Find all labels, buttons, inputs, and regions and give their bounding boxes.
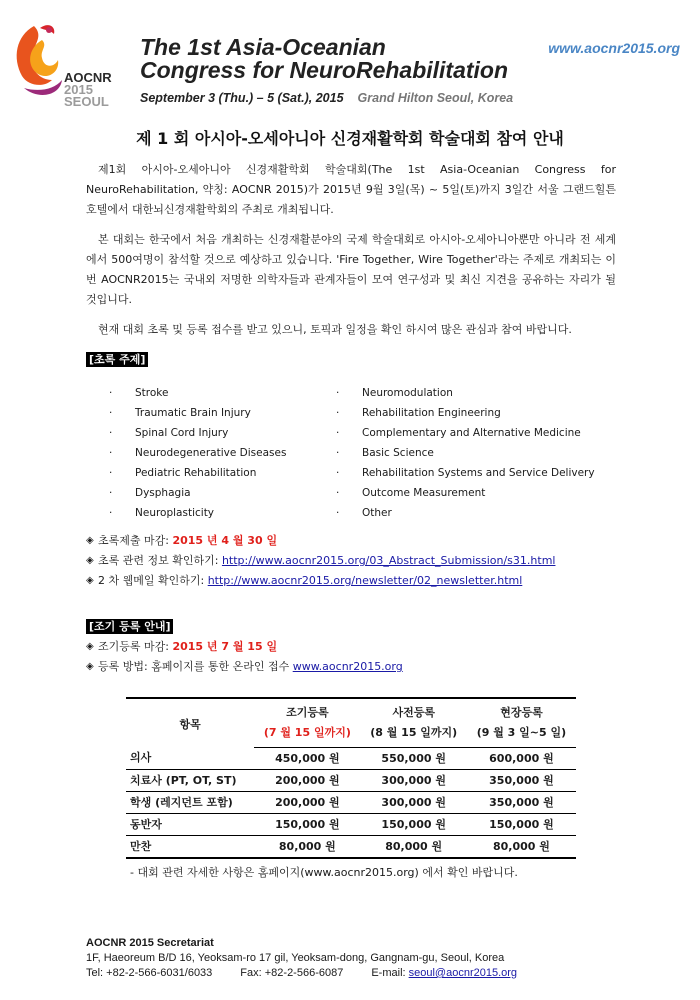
registration-section <box>86 617 616 883</box>
registration-notes <box>86 637 616 677</box>
topic-item: · Complementary and Alternative Medicine <box>336 427 581 439</box>
abstract-section-tag: [초록 주제] <box>86 352 148 367</box>
registration-deadline-date: 2015 년 7 월 15 일 <box>172 640 278 653</box>
footer-title: AOCNR 2015 Secretariat <box>86 937 214 949</box>
topic-item: · Dysphagia <box>109 487 191 499</box>
topic-list <box>86 383 616 523</box>
table-row: 만찬 80,000 원 80,000 원 80,000 원 <box>126 836 576 859</box>
intro-paragraph-3: 현재 대회 초록 및 등록 접수를 받고 있으니, 토픽과 일정을 확인 하시여 많은 관심과 참여 바랍니다. <box>98 323 572 336</box>
table-row: 의사 450,000 원 550,000 원 600,000 원 <box>126 748 576 770</box>
diamond-bullet-icon: ◈ <box>86 535 94 546</box>
topic-item: · Neuroplasticity <box>109 507 215 519</box>
footer-contacts <box>86 966 517 981</box>
column-header-item: 항목 <box>126 698 254 748</box>
registration-fee-table <box>126 697 576 859</box>
column-header-advance: 사전등록 <box>361 698 467 723</box>
diamond-bullet-icon: ◈ <box>86 641 94 652</box>
abstract-info: ◈ 초록 관련 정보 확인하기: http://www.aocnr2015.org/03_Abstract_Submission/s31.html <box>86 551 616 571</box>
column-header-onsite: 현장등록 <box>467 698 576 723</box>
abstract-info-link[interactable]: http://www.aocnr2015.org/03_Abstract_Submission/s31.html <box>221 554 556 567</box>
logo-text <box>64 72 112 108</box>
abstract-notes <box>86 531 616 591</box>
topic-item: · Other <box>336 507 392 519</box>
topic-column-right <box>313 383 595 523</box>
diamond-bullet-icon: ◈ <box>86 661 94 672</box>
footer-email-label: E-mail: <box>371 967 409 979</box>
intro-paragraph-1: 제1회 아시아-오세아니아 신경재활학회 학술대회(The 1st Asia-Oceanian Congress for NeuroRehabilitation, 약칭: AOCNR 2015)가 2015년 9월 3일(목) ~ 5일(토)까지 3일간 서울 그랜드힐튼호텔에서 대한뇌신경재활학회의 주최로 개최됩니다. <box>86 163 616 216</box>
diamond-bullet-icon: ◈ <box>86 575 94 586</box>
registration-method: ◈ 등록 방법: 홈페이지를 통한 온라인 접수 www.aocnr2015.org <box>86 657 616 677</box>
registration-deadline: ◈ 조기등록 마감: 2015 년 7 월 15 일 <box>86 637 616 657</box>
abstract-section <box>86 350 616 591</box>
footer-email-link[interactable]: seoul@aocnr2015.org <box>408 967 518 979</box>
topic-item: · Stroke <box>109 387 169 399</box>
congress-title-line-1: The 1st Asia-Oceanian <box>140 34 386 60</box>
column-note-advance: (8 월 15 일까지) <box>361 723 467 748</box>
congress-date-venue <box>140 91 513 105</box>
topic-item: · Neurodegenerative Diseases <box>109 447 287 459</box>
topic-column-left <box>86 383 313 523</box>
logo-line-2: 2015 <box>64 82 93 97</box>
topic-item: · Pediatric Rehabilitation <box>109 467 257 479</box>
page-title: 제 1 회 아시아-오세아니아 신경재활학회 학술대회 참여 안내 <box>136 129 564 148</box>
table-footnote: - 대회 관련 자세한 사항은 홈페이지(www.aocnr2015.org) 에서 확인 바랍니다. <box>130 866 518 879</box>
header-website[interactable]: www.aocnr2015.org <box>548 40 680 56</box>
logo-line-3: SEOUL <box>64 94 109 109</box>
footer-address: 1F, Haeoreum B/D 16, Yeoksam-ro 17 gil, Yeoksam-dong, Gangnam-gu, Seoul, Korea <box>86 952 505 964</box>
table-row: 치료사 (PT, OT, ST) 200,000 원 300,000 원 350,000 원 <box>126 770 576 792</box>
topic-item: · Basic Science <box>336 447 434 459</box>
abstract-deadline-date: 2015 년 4 월 30 일 <box>172 534 278 547</box>
aocnr-logo <box>4 18 122 109</box>
congress-title <box>140 36 508 82</box>
column-note-onsite: (9 월 3 일~5 일) <box>467 723 576 748</box>
registration-link[interactable]: www.aocnr2015.org <box>292 660 403 673</box>
main-content <box>86 160 616 883</box>
topic-item: · Neuromodulation <box>336 387 453 399</box>
congress-title-line-2: Congress for NeuroRehabilitation <box>140 57 509 83</box>
topic-item: · Traumatic Brain Injury <box>109 407 251 419</box>
intro-paragraph-2: 본 대회는 한국에서 처음 개최하는 신경재활분야의 국제 학술대회로 아시아-오세아니아뿐만 아니라 전 세계에서 500여명이 참석할 것으로 예상하고 있습니다. 'Fire Together, Wire Together'라는 주제로 개최되는 이번 AOCNR2015는 국내외 저명한 의학자들과 관계자들이 모여 연구성과 및 최신 지견을 공유하는 자리가 될 것입니다. <box>86 233 616 306</box>
table-row: 학생 (레지던트 포함) 200,000 원 300,000 원 350,000 원 <box>126 792 576 814</box>
column-header-early: 조기등록 <box>254 698 360 723</box>
footer-fax: Fax: +82-2-566-6087 <box>240 967 344 979</box>
congress-header <box>0 0 700 112</box>
newsletter-link[interactable]: http://www.aocnr2015.org/newsletter/02_newsletter.html <box>207 574 523 587</box>
column-note-early: (7 월 15 일까지) <box>254 723 360 748</box>
secretariat-footer <box>86 936 517 981</box>
topic-item: · Rehabilitation Engineering <box>336 407 501 419</box>
abstract-deadline: ◈ 초록제출 마감: 2015 년 4 월 30 일 <box>86 531 616 551</box>
topic-item: · Spinal Cord Injury <box>109 427 229 439</box>
congress-venue: Grand Hilton Seoul, Korea <box>357 91 514 105</box>
newsletter-info: ◈ 2 차 웹메일 확인하기: http://www.aocnr2015.org/newsletter/02_newsletter.html <box>86 571 616 591</box>
topic-item: · Outcome Measurement <box>336 487 486 499</box>
logo-line-1: AOCNR <box>64 70 112 85</box>
footer-tel: Tel: +82-2-566-6031/6033 <box>86 967 213 979</box>
diamond-bullet-icon: ◈ <box>86 555 94 566</box>
table-row: 동반자 150,000 원 150,000 원 150,000 원 <box>126 814 576 836</box>
topic-item: · Rehabilitation Systems and Service Delivery <box>336 467 595 479</box>
registration-section-tag: [조기 등록 안내] <box>86 619 173 634</box>
congress-date: September 3 (Thu.) – 5 (Sat.), 2015 <box>140 91 344 105</box>
